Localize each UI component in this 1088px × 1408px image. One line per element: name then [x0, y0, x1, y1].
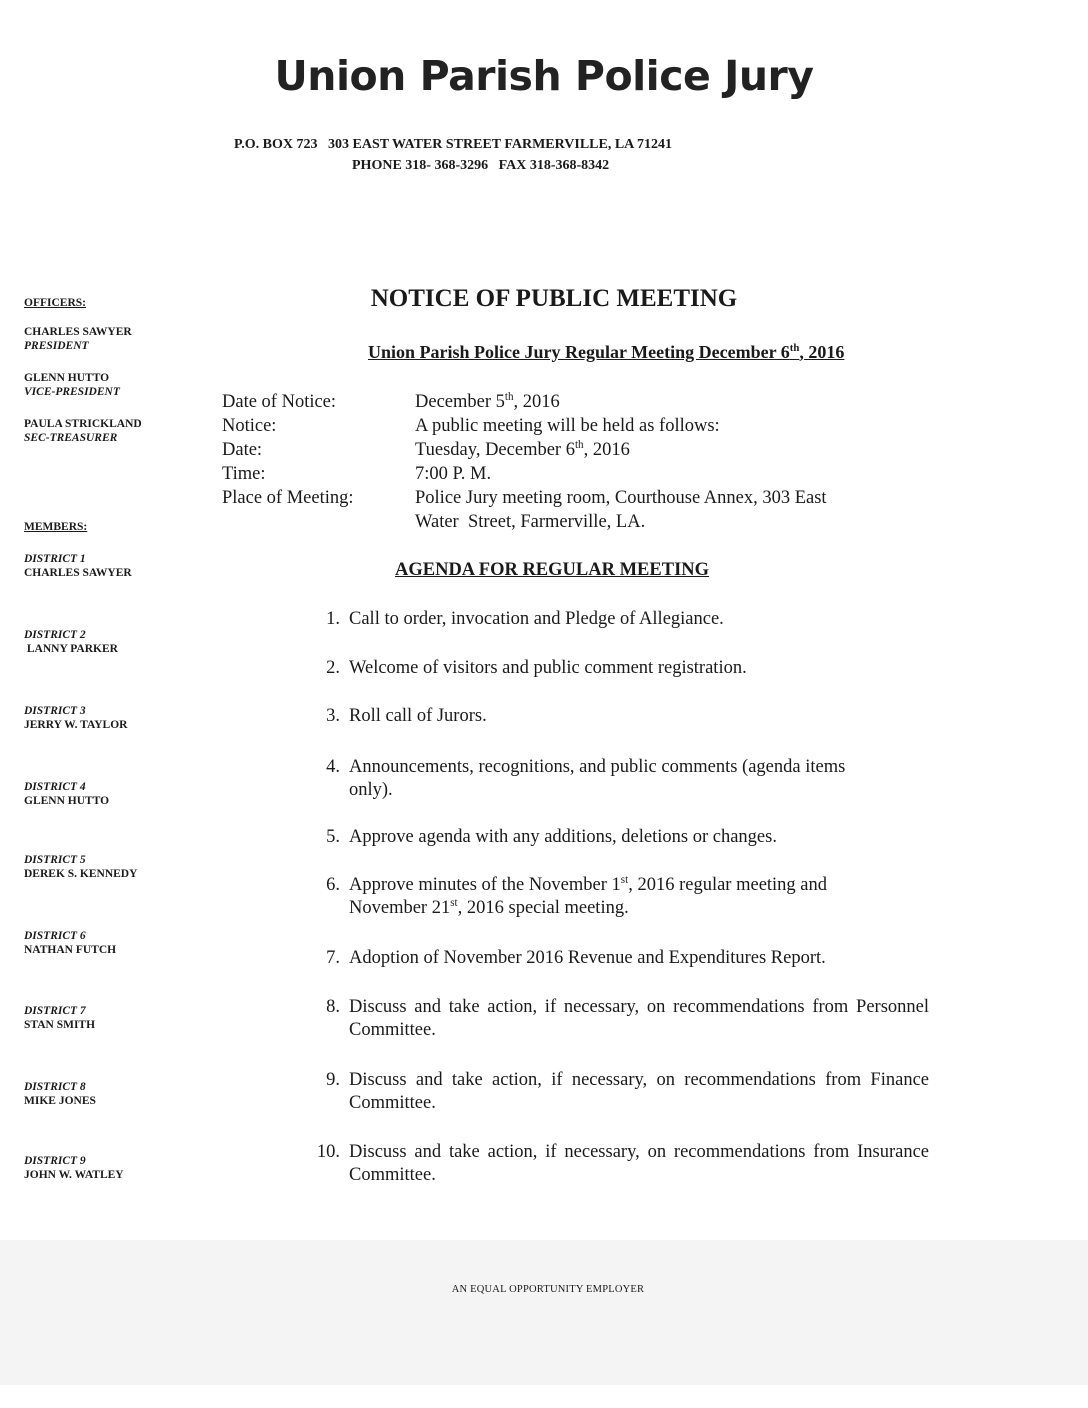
agenda-item-text: Call to order, invocation and Pledge of Allegiance. — [349, 609, 724, 629]
detail-value: A public meeting will be held as follows: — [415, 416, 720, 436]
member-entry — [24, 1080, 199, 1108]
member-name: NATHAN FUTCH — [24, 944, 117, 956]
agenda-title: AGENDA FOR REGULAR MEETING — [395, 560, 710, 580]
officer-entry — [24, 325, 199, 353]
officer-name: CHARLES SAWYER — [24, 326, 132, 338]
detail-label: Notice: — [222, 416, 277, 436]
agenda-item-text: Welcome of visitors and public comment registration. — [349, 658, 747, 678]
letterhead-phone-fax: PHONE 318- 368-3296 FAX 318-368-8342 — [352, 158, 610, 173]
detail-value: Tuesday, December 6th, 2016 — [415, 438, 630, 460]
detail-label: Place of Meeting: — [222, 488, 354, 508]
agenda-item-text: Approve agenda with any additions, deletions or changes. — [349, 827, 777, 847]
member-name: JERRY W. TAYLOR — [24, 719, 128, 731]
member-name: DEREK S. KENNEDY — [24, 868, 138, 880]
member-entry — [24, 1154, 199, 1182]
officers-heading: OFFICERS: — [24, 297, 86, 309]
member-entry — [24, 628, 199, 656]
member-name: STAN SMITH — [24, 1019, 96, 1031]
agenda-item-text: Adoption of November 2016 Revenue and Expenditures Report. — [349, 948, 826, 968]
agenda-item-number: 8. — [326, 997, 340, 1017]
agenda-item-text: Discuss and take action, if necessary, on recommendations from Finance Committee. — [349, 1070, 929, 1113]
agenda-item-number: 3. — [326, 706, 340, 726]
member-district: DISTRICT 9 — [24, 1155, 86, 1167]
letterhead-title: Union Parish Police Jury — [274, 52, 814, 100]
agenda-item-number: 9. — [326, 1070, 340, 1090]
agenda-item-number: 2. — [326, 658, 340, 678]
member-entry — [24, 1004, 199, 1032]
scan-edge — [0, 1385, 1088, 1408]
detail-label: Date: — [222, 440, 263, 460]
footer-text: AN EQUAL OPPORTUNITY EMPLOYER — [451, 1284, 645, 1295]
officer-name: GLENN HUTTO — [24, 372, 110, 384]
member-district: DISTRICT 1 — [24, 553, 86, 565]
members-heading: MEMBERS: — [24, 521, 88, 533]
detail-label: Time: — [222, 464, 266, 484]
member-district: DISTRICT 3 — [24, 705, 86, 717]
meeting-subtitle: Union Parish Police Jury Regular Meeting December 6th, 2016 — [368, 342, 845, 362]
agenda-item-number: 4. — [326, 757, 340, 777]
detail-label: Date of Notice: — [222, 392, 337, 412]
member-district: DISTRICT 5 — [24, 854, 86, 866]
agenda-item-text: Announcements, recognitions, and public comments (agenda items only). — [349, 757, 846, 800]
officer-entry — [24, 371, 199, 399]
member-entry — [24, 552, 199, 580]
member-name: LANNY PARKER — [24, 643, 118, 655]
member-name: JOHN W. WATLEY — [24, 1169, 124, 1181]
member-name: MIKE JONES — [24, 1095, 96, 1107]
officer-title: PRESIDENT — [24, 340, 89, 352]
scan-shade — [0, 1240, 1088, 1385]
officer-entry — [24, 417, 199, 445]
detail-value: Police Jury meeting room, Courthouse Annex, 303 East — [415, 488, 827, 508]
agenda-item-number: 1. — [326, 609, 340, 629]
member-district: DISTRICT 7 — [24, 1005, 86, 1017]
member-district: DISTRICT 6 — [24, 930, 86, 942]
agenda-item-text: Approve minutes of the November 1st, 2016 regular meeting and November 21st, 2016 special meeting. — [349, 873, 828, 918]
agenda-item-text: Roll call of Jurors. — [349, 706, 487, 726]
officer-title: SEC-TREASURER — [24, 432, 118, 444]
detail-value: Water Street, Farmerville, LA. — [415, 512, 646, 532]
agenda-item-number: 10. — [316, 1142, 340, 1162]
agenda-item-number: 5. — [326, 827, 340, 847]
member-district: DISTRICT 8 — [24, 1081, 86, 1093]
member-entry — [24, 780, 199, 808]
agenda-item-text: Discuss and take action, if necessary, on recommendations from Insurance Committee. — [349, 1142, 929, 1185]
member-entry — [24, 929, 199, 957]
detail-value: December 5th, 2016 — [415, 390, 560, 412]
member-entry — [24, 704, 199, 732]
officer-name: PAULA STRICKLAND — [24, 418, 142, 430]
officer-title: VICE-PRESIDENT — [24, 386, 120, 398]
member-district: DISTRICT 2 — [24, 629, 86, 641]
member-name: GLENN HUTTO — [24, 795, 110, 807]
notice-title: NOTICE OF PUBLIC MEETING — [370, 285, 738, 312]
member-entry — [24, 853, 199, 881]
agenda-item-number: 7. — [326, 948, 340, 968]
letterhead-address: P.O. BOX 723 303 EAST WATER STREET FARMERVILLE, LA 71241 — [234, 137, 673, 152]
agenda-item-number: 6. — [326, 875, 340, 895]
agenda-item-text: Discuss and take action, if necessary, on recommendations from Personnel Committee. — [349, 997, 929, 1040]
member-name: CHARLES SAWYER — [24, 567, 132, 579]
detail-value: 7:00 P. M. — [415, 464, 492, 484]
member-district: DISTRICT 4 — [24, 781, 86, 793]
